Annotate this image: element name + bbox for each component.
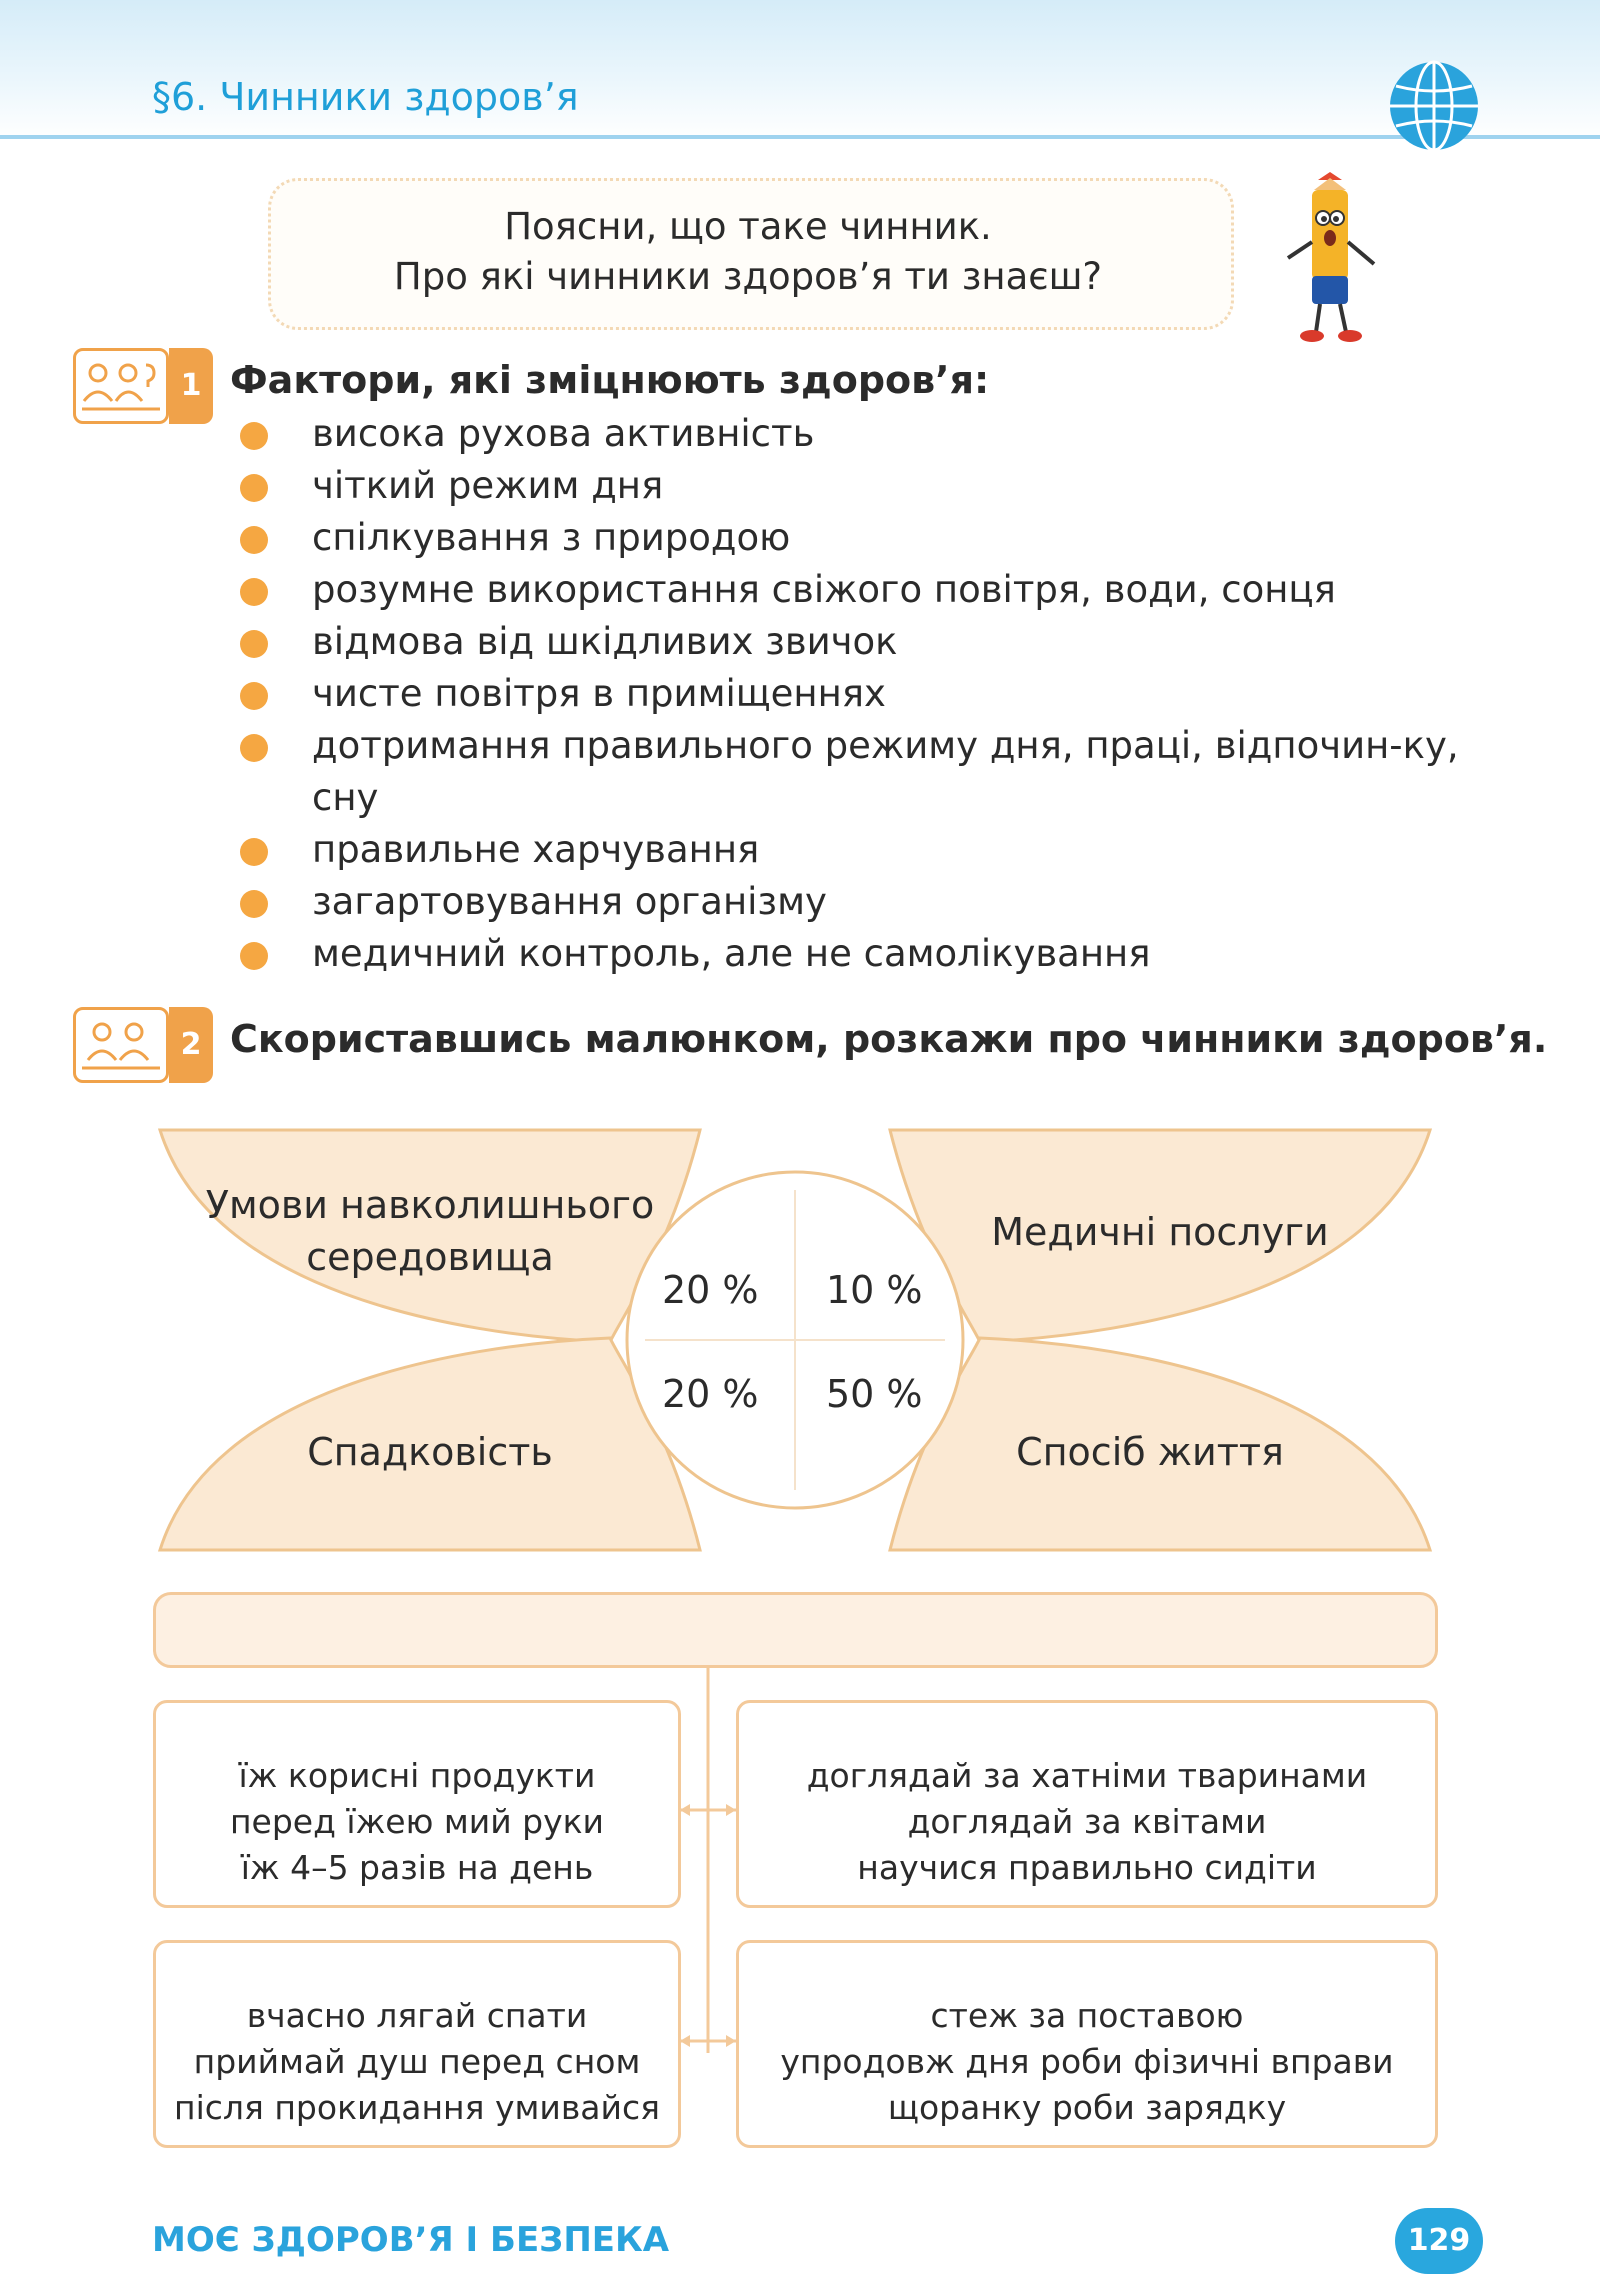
tip-text: стеж за поставою <box>930 1996 1244 2035</box>
bullet-icon <box>240 734 268 762</box>
tip-text: научися правильно сидіти <box>857 1848 1317 1887</box>
globe-icon <box>1386 58 1482 154</box>
header-divider <box>0 135 1600 139</box>
pct-medical: 10 % <box>826 1268 923 1312</box>
bullet-icon <box>240 578 268 606</box>
tips-box-environment <box>736 1700 1438 1908</box>
pct-environment: 20 % <box>662 1268 759 1312</box>
header-band <box>0 0 1600 140</box>
tip-text: приймай душ перед сном <box>193 2042 641 2081</box>
list-item: чисте повітря в приміщеннях <box>240 668 1460 720</box>
tips-box-nutrition <box>153 1700 681 1908</box>
list-item: чіткий режим дня <box>240 460 1460 512</box>
intro-question-1: Поясни, що таке чинник. <box>504 205 992 248</box>
task-1-badge <box>73 348 213 426</box>
list-item: спілкування з природою <box>240 512 1460 564</box>
tips-box-activity <box>736 1940 1438 2148</box>
tip-text: упродовж дня роби фізичні вправи <box>780 2042 1394 2081</box>
label-environment-line1: Умови навколишнього <box>205 1183 655 1227</box>
bullet-icon <box>240 682 268 710</box>
list-item: загартовування організму <box>240 876 1460 928</box>
label-environment-line2: середовища <box>306 1235 554 1279</box>
tip-text: після прокидання умивайся <box>174 2088 660 2127</box>
list-item: медичний контроль, але не самолікування <box>240 928 1460 980</box>
label-heredity: Спадковість <box>307 1430 553 1474</box>
task-1-number: 1 <box>169 348 213 424</box>
list-item: правильне харчування <box>240 824 1460 876</box>
list-item: дотримання правильного режиму дня, праці, відпочин-ку, сну <box>240 720 1482 824</box>
page-number: 129 <box>1395 2208 1483 2274</box>
section-title: §6. Чинники здоров’я <box>152 75 579 119</box>
bullet-icon <box>240 422 268 450</box>
tip-text: вчасно лягай спати <box>246 1996 588 2035</box>
factor-list <box>240 408 1460 980</box>
label-medical-services: Медичні послуги <box>991 1210 1329 1254</box>
tip-text: їж корисні продукти <box>238 1756 596 1795</box>
task-2-badge <box>73 1007 213 1085</box>
answer-field[interactable] <box>153 1592 1438 1668</box>
bullet-icon <box>240 630 268 658</box>
bullet-icon <box>240 474 268 502</box>
pair-work-icon <box>73 1007 169 1083</box>
bullet-icon <box>240 838 268 866</box>
intro-box <box>268 178 1234 330</box>
tip-text: доглядай за квітами <box>907 1802 1267 1841</box>
tip-text: їж 4–5 разів на день <box>240 1848 594 1887</box>
label-lifestyle: Спосіб життя <box>1016 1430 1284 1474</box>
bullet-icon <box>240 942 268 970</box>
pencil-mascot-icon <box>1270 172 1390 352</box>
task-2-number: 2 <box>169 1007 213 1083</box>
bullet-icon <box>240 890 268 918</box>
tip-text: доглядай за хатніми тваринами <box>806 1756 1368 1795</box>
list-item: відмова від шкідливих звичок <box>240 616 1460 668</box>
task-1-title: Фактори, які зміцнюють здоров’я: <box>230 358 990 402</box>
tip-text: перед їжею мий руки <box>229 1802 605 1841</box>
tip-text: щоранку роби зарядку <box>887 2088 1287 2127</box>
bullet-icon <box>240 526 268 554</box>
intro-question-2: Про які чинники здоров’я ти знаєш? <box>393 255 1103 298</box>
list-item: розумне використання свіжого повітря, води, сонця <box>240 564 1460 616</box>
tips-box-hygiene <box>153 1940 681 2148</box>
pct-heredity: 20 % <box>662 1372 759 1416</box>
footer-title: МОЄ ЗДОРОВ’Я І БЕЗПЕКА <box>152 2220 670 2260</box>
task-2-title: Скориставшись малюнком, розкажи про чинники здоров’я. <box>230 1017 1548 1061</box>
pct-lifestyle: 50 % <box>826 1372 923 1416</box>
list-item: висока рухова активність <box>240 408 1460 460</box>
group-work-icon <box>73 348 169 424</box>
